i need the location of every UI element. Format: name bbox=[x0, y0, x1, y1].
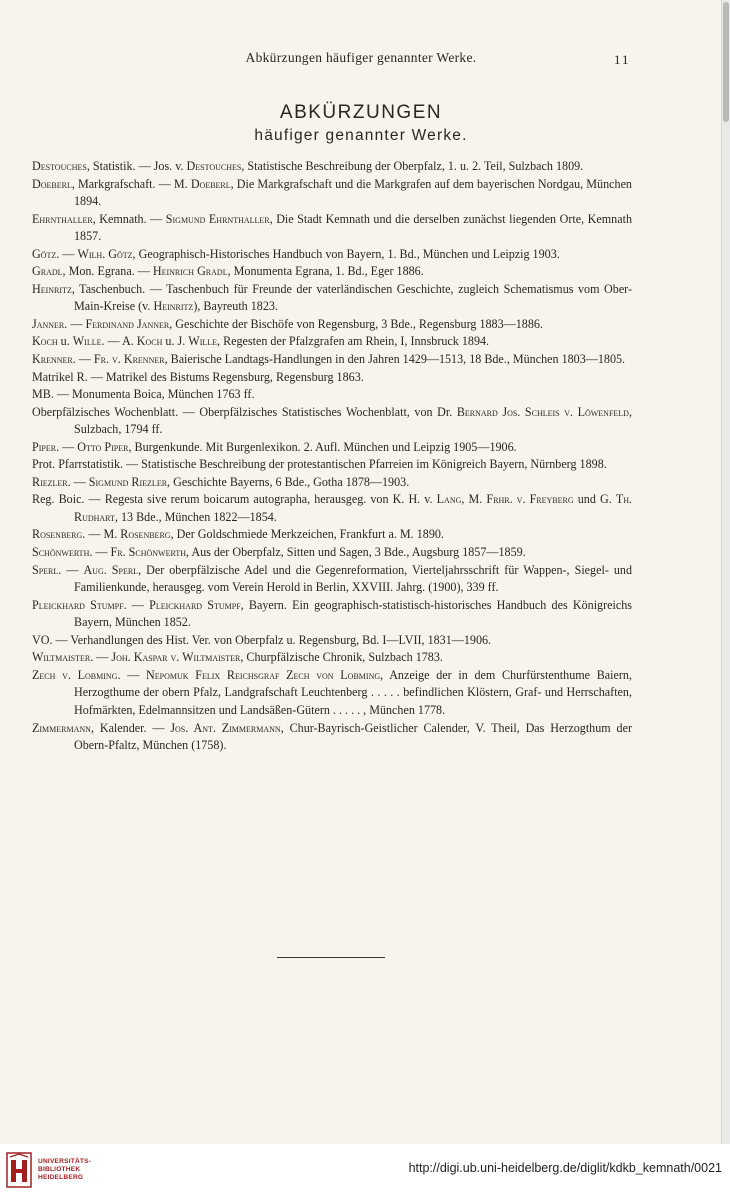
entry-text: ), Bayreuth 1823. bbox=[193, 299, 278, 314]
author-name: Janner bbox=[32, 316, 65, 331]
logo-text bbox=[38, 1158, 91, 1182]
author-name: Wille bbox=[72, 334, 102, 349]
author-name: Rosenberg bbox=[32, 527, 83, 542]
logo-line-1: UNIVERSITÄTS- bbox=[38, 1158, 92, 1165]
heidelberg-library-logo-icon bbox=[6, 1152, 32, 1188]
author-name: Piper bbox=[32, 439, 57, 454]
entry-text: . — bbox=[56, 439, 78, 454]
author-name: Heinrich Gradl bbox=[152, 264, 228, 279]
author-name: Koch bbox=[136, 334, 163, 349]
entry-text: Oberpfälzisches Wochenblatt. — Oberpfälzisches Statistisches Wochenblatt, von Dr. bbox=[32, 404, 457, 419]
abbreviation-entry bbox=[32, 439, 632, 457]
author-name: Doeberl bbox=[32, 176, 72, 191]
abbreviation-entry bbox=[32, 562, 632, 597]
abbreviation-entry bbox=[32, 491, 632, 526]
title-block bbox=[0, 101, 722, 147]
abbreviation-entry bbox=[32, 263, 632, 281]
entry-text: . — bbox=[67, 474, 89, 489]
author-name: Heinritz bbox=[153, 299, 194, 314]
entry-text: , Burgenkunde. Mit Burgenlexikon. 2. Aufl. München und Leipzig 1905—1906. bbox=[128, 439, 517, 454]
abbreviation-entry bbox=[32, 316, 632, 334]
author-name: Wilh. Götz bbox=[77, 246, 133, 261]
abbreviation-entry bbox=[32, 246, 632, 264]
entry-text: , Der Goldschmiede Merkzeichen, Frankfurt a. M. 1890. bbox=[170, 527, 444, 542]
entry-text: , Kalender. — bbox=[90, 720, 171, 735]
entry-text: Reg. Boic. — Regesta sive rerum boicarum autographa, herausgeg. von K. H. v. bbox=[32, 492, 437, 507]
author-name: Zimmermann bbox=[32, 720, 91, 735]
author-name: Wille bbox=[188, 334, 218, 349]
author-name: Aug. Sperl bbox=[83, 562, 139, 577]
author-name: Pleickhard Stumpf bbox=[32, 597, 124, 612]
abbreviation-entry bbox=[32, 176, 632, 211]
author-name: Bernard Jos. Schleis v. Löwenfeld bbox=[456, 404, 629, 419]
abbreviation-entry bbox=[32, 526, 632, 544]
entry-text: u. bbox=[57, 334, 73, 349]
entry-text: , M. bbox=[461, 492, 487, 507]
scrollbar-thumb[interactable] bbox=[723, 2, 729, 122]
entry-text: , Churpfälzische Chronik, Sulzbach 1783. bbox=[240, 650, 443, 665]
end-rule bbox=[277, 957, 385, 958]
author-name: Krenner bbox=[32, 352, 73, 367]
author-name: Sigmund Riezler bbox=[88, 474, 168, 489]
logo-line-2: BIBLIOTHEK bbox=[38, 1166, 81, 1173]
entry-text: , Geschichte der Bischöfe von Regensburg, 3 Bde., Regensburg 1883—1886. bbox=[169, 316, 543, 331]
entry-text: Prot. Pfarrstatistik. — Statistische Beschreibung der protestantischen Pfarreien im Königreich Bayern, Nürnberg 1898. bbox=[32, 457, 607, 472]
viewer-footer bbox=[0, 1144, 730, 1200]
author-name: Destouches bbox=[186, 159, 242, 173]
abbreviation-entry bbox=[32, 404, 632, 439]
abbreviation-entry bbox=[32, 369, 632, 387]
entry-text: . — bbox=[58, 562, 84, 577]
abbreviation-entry bbox=[32, 333, 632, 351]
entry-text: , Die Markgrafschaft und die Markgrafen auf dem bayerischen Nordgau, München 1894. bbox=[74, 176, 632, 209]
entry-text: , Geographisch-Historisches Handbuch von Bayern, 1. Bd., München und Leipzig 1903. bbox=[132, 246, 560, 261]
entry-text: . — bbox=[89, 545, 111, 560]
entry-text: , Baierische Landtags-Handlungen in den Jahren 1429—1513, 18 Bde., München 1803—1805. bbox=[164, 352, 626, 367]
author-name: Sigmund Ehrnthaller bbox=[165, 211, 270, 226]
author-name: Ferdinand Janner bbox=[85, 316, 170, 331]
author-name: Nepomuk Felix Reichsgraf Zech von Lobming bbox=[146, 667, 381, 682]
author-name: Götz bbox=[32, 246, 57, 261]
author-name: Sperl bbox=[32, 562, 59, 577]
author-name: Gradl bbox=[32, 264, 63, 279]
abbreviation-list bbox=[32, 158, 632, 755]
entry-text: . — bbox=[64, 316, 86, 331]
author-name: Heinritz bbox=[32, 281, 72, 296]
author-name: Jos. Ant. Zimmermann bbox=[170, 720, 281, 735]
author-name: Fr. v. Krenner bbox=[93, 352, 165, 367]
author-name: Frhr. v. Freyberg bbox=[486, 492, 574, 507]
author-name: Rosenberg bbox=[120, 527, 171, 542]
author-name: Pleickhard Stumpf bbox=[149, 597, 241, 612]
running-head: Abkürzungen häufiger genannter Werke. bbox=[245, 50, 477, 65]
author-name: Wiltmaister bbox=[32, 650, 91, 665]
entry-text: MB. — Monumenta Boica, München 1763 ff. bbox=[32, 387, 255, 402]
entry-text: VO. — Verhandlungen des Hist. Ver. von Oberpfalz u. Regensburg, Bd. I—LVII, 1831—1906. bbox=[32, 632, 492, 647]
page-number: 11 bbox=[614, 52, 631, 67]
entry-text: , Aus der Oberpfalz, Sitten und Sagen, 3 Bde., Augsburg 1857—1859. bbox=[186, 545, 526, 560]
entry-text: , Kemnath. — bbox=[92, 211, 166, 226]
author-name: Schönwerth bbox=[32, 545, 90, 560]
abbreviation-entry bbox=[32, 632, 632, 650]
abbreviation-entry bbox=[32, 720, 632, 755]
abbreviation-entry bbox=[32, 649, 632, 667]
entry-text: , Anzeige der in dem Churfürstenthume Baiern, Herzogthume der obern Pfalz, Landgrafschaft Leuchtenberg . . . . . befindlichen Klöstern, Graf- und Herrschaften, Hofmärkten, Edelmannsitzen und Landsäßen-Gütern . . . . . , München 1778. bbox=[74, 667, 632, 717]
entry-text: , Die Stadt Kemnath und die derselben zunächst liegenden Orte, Kemnath 1857. bbox=[74, 211, 633, 244]
abbreviation-entry bbox=[32, 597, 632, 632]
abbreviation-entry bbox=[32, 351, 632, 369]
abbreviation-entry bbox=[32, 281, 632, 316]
author-name: Th. Rudhart bbox=[74, 492, 633, 524]
entry-text: . — bbox=[90, 650, 112, 665]
entry-text: . — bbox=[123, 597, 150, 612]
author-name: Ehrnthaller bbox=[32, 211, 93, 226]
abbreviation-entry bbox=[32, 667, 632, 720]
entry-text: , Statistik. — Jos. v. bbox=[86, 159, 187, 173]
author-name: Joh. Kaspar v. Wiltmaister bbox=[111, 650, 241, 665]
abbreviation-entry bbox=[32, 474, 632, 492]
abbreviation-entry bbox=[32, 544, 632, 562]
page-title: ABKÜRZUNGEN bbox=[279, 102, 443, 123]
entry-text: , Bayern. Ein geographisch-statistisch-historisches Handbuch des Königreichs Bayern, München 1852. bbox=[74, 597, 632, 630]
entry-text: , Mon. Egrana. — bbox=[62, 264, 153, 279]
entry-text: . — bbox=[56, 246, 78, 261]
entry-text: u. J. bbox=[162, 334, 189, 349]
entry-text: , Statistische Beschreibung der Oberpfalz, 1. u. 2. Teil, Sulzbach 1809. bbox=[241, 159, 584, 173]
entry-text: , Geschichte Bayerns, 6 Bde., Gotha 1878—1903. bbox=[167, 474, 410, 489]
permalink-url[interactable]: http://digi.ub.uni-heidelberg.de/diglit/kdkb_kemnath/0021 bbox=[408, 1161, 722, 1175]
entry-text: , 13 Bde., München 1822—1854. bbox=[114, 509, 277, 524]
entry-text: . — bbox=[72, 352, 94, 367]
logo-line-3: HEIDELBERG bbox=[38, 1174, 84, 1181]
author-name: Zech v. Lobming bbox=[32, 667, 118, 682]
author-name: Otto Piper bbox=[77, 439, 129, 454]
abbreviation-entry bbox=[32, 456, 632, 474]
abbreviation-entry bbox=[32, 211, 632, 246]
entry-text: , Der oberpfälzische Adel und die Gegenreformation, Vierteljahrsschrift für Wappen-, Siegel- und Familienkunde, herausgeg. vom Verein Herold in Berlin, XXVIII. Jahrg. (1900), 339 ff. bbox=[74, 562, 633, 595]
author-name: Destouches bbox=[32, 159, 87, 173]
vertical-scrollbar[interactable] bbox=[721, 0, 730, 1144]
entry-text: , Sulzbach, 1794 ff. bbox=[74, 404, 632, 437]
entry-text: . — M. bbox=[82, 527, 121, 542]
entry-text: . — bbox=[117, 667, 147, 682]
entry-text: , Markgrafschaft. — M. bbox=[71, 176, 191, 191]
entry-text: und G. bbox=[573, 492, 616, 507]
author-name: Riezler bbox=[32, 474, 68, 489]
author-name: Doeberl bbox=[190, 176, 231, 191]
entry-text: . — A. bbox=[101, 334, 137, 349]
author-name: Fr. Schönwerth bbox=[110, 545, 186, 560]
author-name: Lang bbox=[436, 492, 462, 507]
entry-text: , Taschenbuch. — Taschenbuch für Freunde der vaterländischen Geschichte, zugleich Schematismus vom Ober-Main-Kreise (v. bbox=[71, 281, 632, 314]
entry-text: , Regesten der Pfalzgrafen am Rhein, I, Innsbruck 1894. bbox=[217, 334, 490, 349]
abbreviation-entry bbox=[32, 386, 632, 404]
author-name: Koch bbox=[32, 334, 58, 349]
entry-text: , Chur-Bayrisch-Geistlicher Calender, V. Theil, Das Herzogthum der Obern-Pfaltz, München (1758). bbox=[74, 720, 632, 753]
abbreviation-entry bbox=[32, 158, 632, 176]
entry-text: , Monumenta Egrana, 1. Bd., Eger 1886. bbox=[227, 264, 424, 279]
entry-text: Matrikel R. — Matrikel des Bistums Regensburg, Regensburg 1863. bbox=[32, 369, 364, 384]
library-logo[interactable] bbox=[6, 1152, 91, 1188]
page-subtitle: häufiger genannter Werke. bbox=[254, 127, 468, 144]
